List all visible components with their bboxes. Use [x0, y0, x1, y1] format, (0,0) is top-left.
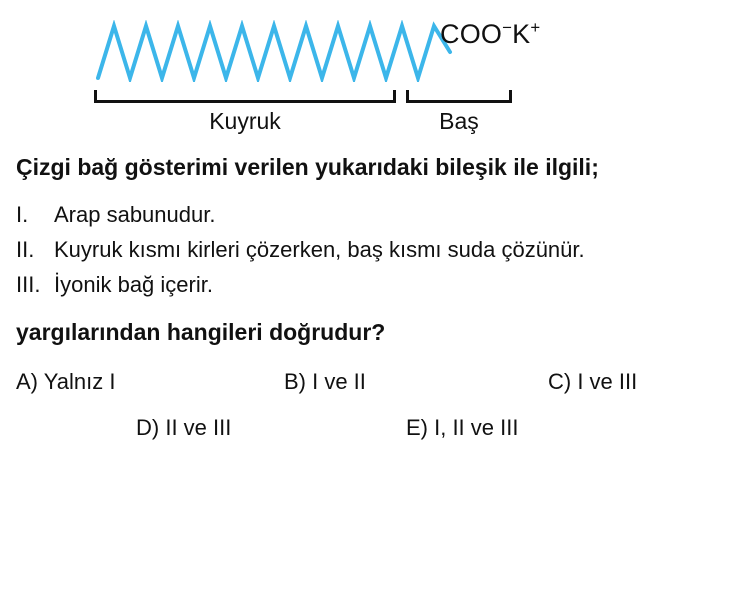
statement-text: İyonik bağ içerir. [54, 272, 213, 298]
statement-list [16, 200, 728, 299]
head-bracket-icon [406, 90, 512, 103]
bracket-group [94, 90, 514, 142]
question-prompt: yargılarından hangileri doğrudur? [16, 319, 386, 346]
option-c[interactable]: C) I ve III [548, 369, 638, 395]
tail-bracket-icon [94, 90, 396, 103]
list-item [16, 235, 728, 264]
formula-positive-charge: + [530, 18, 541, 37]
option-a[interactable]: A) Yalnız I [16, 369, 116, 395]
option-b[interactable]: B) I ve II [284, 369, 366, 395]
question-page [0, 6, 744, 615]
tail-label: Kuyruk [209, 108, 281, 134]
statement-number: I. [16, 202, 29, 228]
head-label: Baş [439, 108, 479, 134]
options-row-top [16, 369, 728, 401]
option-e[interactable]: E) I, II ve III [406, 415, 519, 441]
list-item [16, 270, 728, 299]
carboxylate-formula [440, 18, 540, 50]
formula-coo: COO [440, 19, 503, 49]
options-row-bottom [16, 415, 728, 447]
formula-negative-charge: − [502, 18, 513, 37]
statement-text: Arap sabunudur. [54, 202, 216, 228]
question-stem: Çizgi bağ gösterimi verilen yukarıdaki bileşik ile ilgili; [16, 154, 599, 180]
option-d[interactable]: D) II ve III [136, 415, 232, 441]
statement-text: Kuyruk kısmı kirleri çözerken, baş kısmı suda çözünür. [54, 237, 585, 263]
compound-diagram [16, 6, 728, 146]
formula-potassium: K [512, 19, 531, 49]
statement-number: II. [16, 237, 35, 263]
list-item [16, 200, 728, 229]
hydrocarbon-chain-icon [94, 20, 454, 82]
statement-number: III. [16, 272, 41, 298]
